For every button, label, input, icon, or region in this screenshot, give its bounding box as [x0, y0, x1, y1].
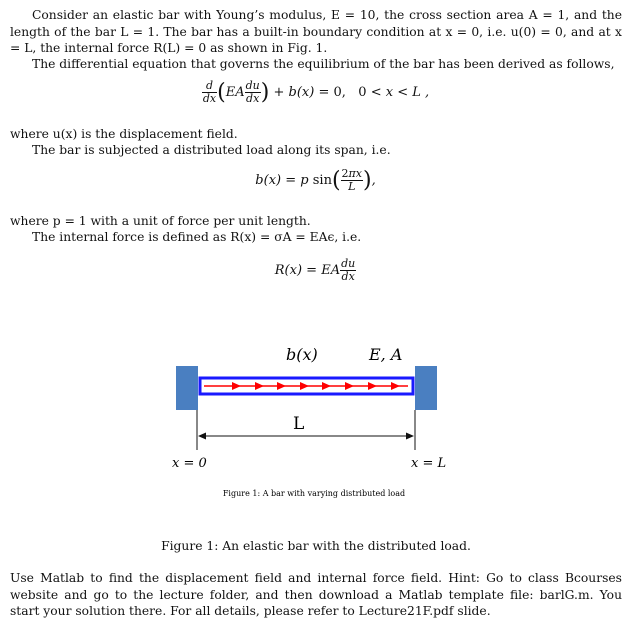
load-intro: The bar is subjected a distributed load along its span, i.e.: [32, 143, 391, 157]
figure-caption: Figure 1: An elastic bar with the distributed load.: [161, 539, 471, 553]
where-u-text: where u(x) is the displacement field.: [10, 127, 238, 141]
inner-figure-caption: Figure 1: A bar with varying distributed load: [222, 489, 406, 498]
hint-paragraph: Use Matlab to find the displacement field and internal force field. Hint: Go to class Bcourses website and go to the lecture folder, and then download a Matlab template file: barlG.m. You start your solution there. For all details, please refer to Lecture21F.pdf slide.: [10, 571, 622, 618]
right-support: [415, 366, 437, 410]
figure-label-b: b(x): [286, 345, 318, 364]
intro-paragraph: Consider an elastic bar with Young’s modulus, E = 10, the cross section area A = 1, and the length of the bar L = 1. The bar has a built-in boundary condition at x = 0, i.e. u(0) = 0, and at x = L, the internal force R(L) = 0 as shown in Fig. 1.: [10, 8, 622, 55]
load-equation: b(x) = p sin( $\frac{2\pi x}{L}$ ),: [255, 167, 376, 193]
bar-figure: [0, 330, 631, 530]
force-intro: The internal force is defined as R(x) = σA = EAϵ, i.e.: [32, 230, 362, 244]
dimension-arrow-left: [198, 433, 206, 440]
where-p-text: where p = 1 with a unit of force per unit length.: [10, 214, 311, 228]
dimension-arrow-right: [406, 433, 414, 440]
ode-intro: The differential equation that governs the equilibrium of the bar has been derived as follows,: [32, 57, 615, 71]
figure-label-x0: x = 0: [172, 456, 207, 471]
left-support: [176, 366, 198, 410]
internal-force-equation: R(x) = EA $\frac{du}{dx}$: [274, 257, 356, 283]
figure-label-xL: x = L: [411, 456, 447, 471]
equilibrium-equation: $\frac{d}{dx}$ (EA $\frac{du}{dx}$ ) + b(x) = 0, 0 < x < L ,: [202, 79, 430, 105]
figure-label-EA: E, A: [369, 345, 403, 364]
figure-label-L: L: [293, 414, 305, 434]
